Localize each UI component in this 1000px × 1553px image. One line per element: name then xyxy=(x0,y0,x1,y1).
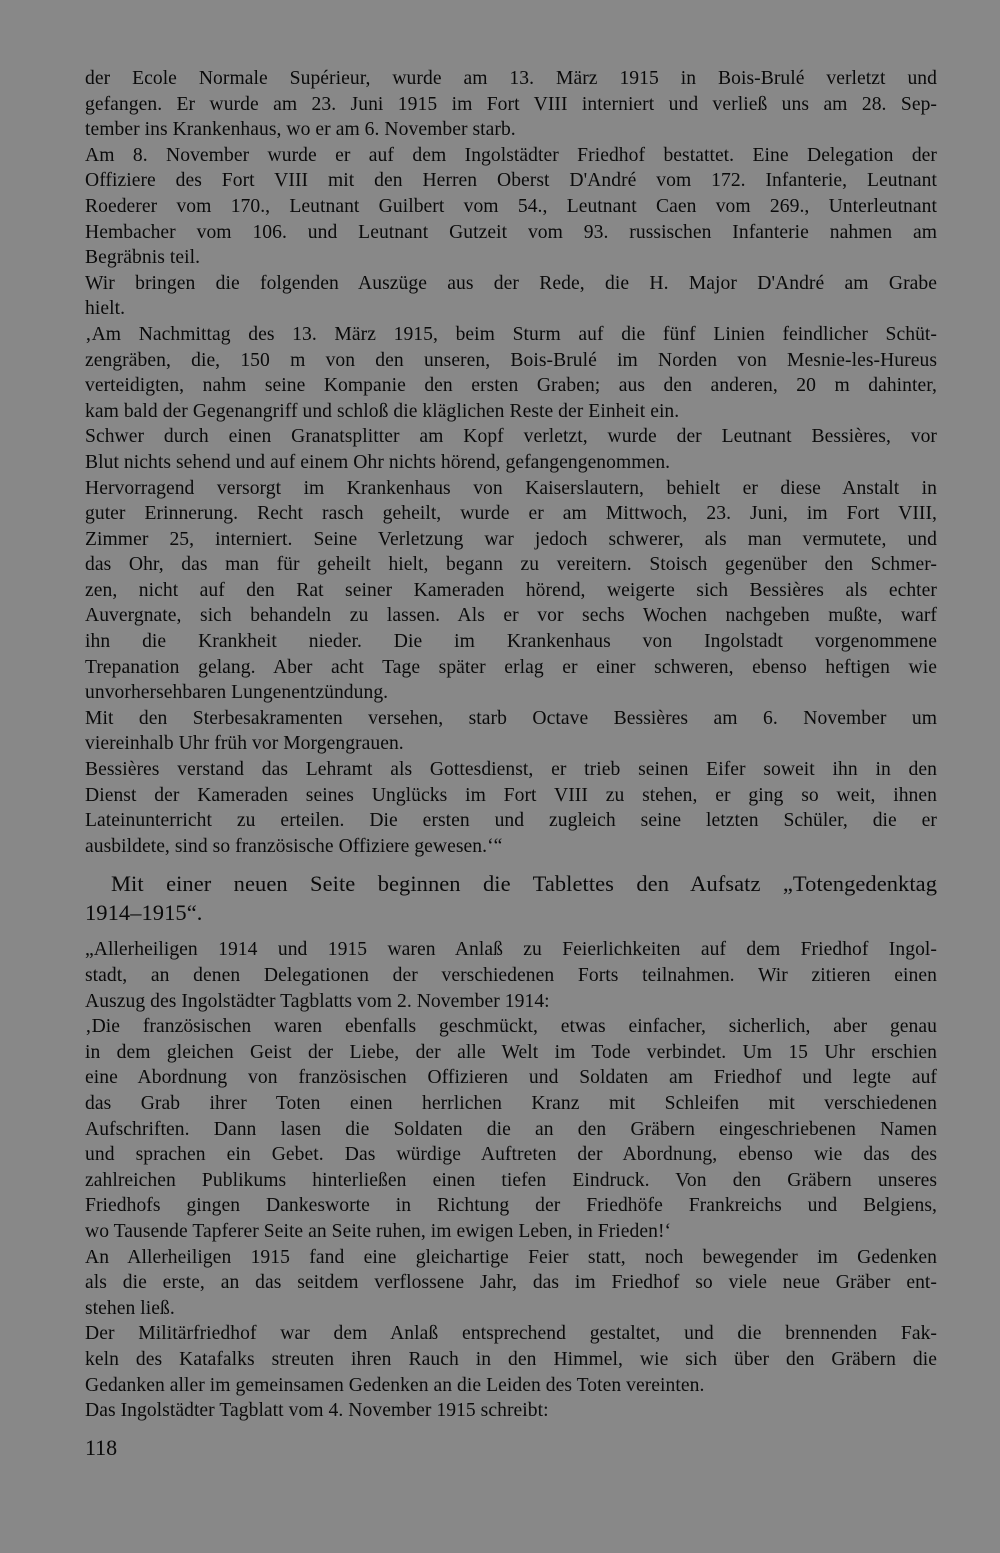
text-line: und sprachen ein Gebet. Das würdige Auftreten der Abordnung, ebenso wie das des xyxy=(85,1144,937,1166)
text-line: Hervorragend versorgt im Krankenhaus von Kaiserslautern, behielt er diese Anstalt in xyxy=(85,477,937,499)
text-line: hielt. xyxy=(85,298,126,320)
text-line: in dem gleichen Geist der Liebe, der alle Welt im Tode verbindet. Um 15 Uhr erschien xyxy=(85,1041,937,1063)
text-line: wo Tausende Tapferer Seite an Seite ruhen, im ewigen Leben, in Frieden!‘ xyxy=(85,1220,672,1242)
text-line: stadt, an denen Delegationen der verschiedenen Forts teilnahmen. Wir zitieren einen xyxy=(85,965,937,986)
text-line: guter Erinnerung. Recht rasch geheilt, wurde er am Mittwoch, 23. Juni, im Fort VIII, xyxy=(85,503,937,525)
text-line: ausbildete, sind so französische Offiziere gewesen.‘“ xyxy=(85,835,503,857)
text-line: Am 8. November wurde er auf dem Ingolstädter Friedhof bestattet. Eine Delegation der xyxy=(85,144,937,166)
text-line: das Grab ihrer Toten einen herrlichen Kranz mit Schleifen mit verschiedenen xyxy=(85,1092,937,1114)
text-line: Begräbnis teil. xyxy=(85,247,201,269)
text-line: ‚Am Nachmittag des 13. März 1915, beim Sturm auf die fünf Linien feindlicher Schüt- xyxy=(85,323,937,345)
text-line: Mit den Sterbesakramenten versehen, starb Octave Bessières am 6. November um xyxy=(85,707,937,729)
text-line: das Ohr, das man für geheilt hielt, begann zu vereitern. Stoisch gegenüber den Schmer- xyxy=(85,554,937,576)
text-line: An Allerheiligen 1915 fand eine gleichartige Feier statt, noch bewegender im Gedenken xyxy=(85,1246,937,1268)
text-block-1 xyxy=(85,66,937,859)
text-line: Friedhofs gingen Dankesworte in Richtung der Friedhöfe Frankreichs und Belgiens, xyxy=(85,1195,937,1217)
heading-line: Mit einer neuen Seite beginnen die Tablettes den Aufsatz „Totengedenktag xyxy=(111,871,937,897)
text-line: Gedanken aller im gemeinsamen Gedenken an die Leiden des Toten vereinten. xyxy=(85,1374,705,1396)
text-line: eine Abordnung von französischen Offizieren und Soldaten am Friedhof und legte auf xyxy=(85,1067,937,1089)
text-line: Aufschriften. Dann lasen die Soldaten die an den Gräbern eingeschriebenen Namen xyxy=(85,1118,937,1140)
text-line: Der Militärfriedhof war dem Anlaß entsprechend gestaltet, und die brennenden Fak- xyxy=(85,1323,937,1345)
text-line: viereinhalb Uhr früh vor Morgengrauen. xyxy=(85,733,404,755)
text-line: kam bald der Gegenangriff und schloß die kläglichen Reste der Einheit ein. xyxy=(85,400,680,422)
text-line: der Ecole Normale Supérieur, wurde am 13. März 1915 in Bois-Brulé verletzt und xyxy=(85,68,937,89)
text-line: Auvergnate, sich behandeln zu lassen. Als er vor sechs Wochen nachgeben mußte, warf xyxy=(85,605,937,627)
text-line: Blut nichts sehend und auf einem Ohr nichts hörend, gefangengenommen. xyxy=(85,451,671,473)
text-line: Zimmer 25, interniert. Seine Verletzung war jedoch schwerer, als man vermutete, und xyxy=(85,528,937,550)
heading-line: 1914–1915“. xyxy=(85,900,203,926)
text-line: ‚Die französischen waren ebenfalls geschmückt, etwas einfacher, sicherlich, aber genau xyxy=(85,1016,937,1038)
text-line: stehen ließ. xyxy=(85,1297,175,1319)
text-line: Hembacher vom 106. und Leutnant Gutzeit vom 93. russischen Infanterie nahmen am xyxy=(85,221,937,243)
text-line: Wir bringen die folgenden Auszüge aus der Rede, die H. Major D'André am Grabe xyxy=(85,272,937,294)
page-number: 118 xyxy=(85,1435,118,1460)
text-line: zengräben, die, 150 m von den unseren, Bois-Brulé im Norden von Mesnie-les-Hureus xyxy=(85,349,937,371)
text-line: Schwer durch einen Granatsplitter am Kopf verletzt, wurde der Leutnant Bessières, vor xyxy=(85,426,937,448)
text-line: Dienst der Kameraden seines Unglücks im Fort VIII zu stehen, er ging so weit, ihnen xyxy=(85,784,937,806)
text-line: Lateinunterricht zu erteilen. Die ersten und zugleich seine letzten Schüler, die er xyxy=(85,810,937,832)
text-line: Das Ingolstädter Tagblatt vom 4. November 1915 schreibt: xyxy=(85,1400,549,1422)
text-line: ihn die Krankheit nieder. Die im Krankenhaus von Ingolstadt vorgenommene xyxy=(85,631,937,653)
page-text xyxy=(85,66,937,1424)
text-line: „Allerheiligen 1914 und 1915 waren Anlaß zu Feierlichkeiten auf dem Friedhof Ingol- xyxy=(85,939,937,961)
text-line: Auszug des Ingolstädter Tagblatts vom 2. November 1914: xyxy=(85,990,550,1012)
text-line: Bessières verstand das Lehramt als Gottesdienst, er trieb seinen Eifer soweit ihn in den xyxy=(85,759,937,781)
text-line: zen, nicht auf den Rat seiner Kameraden hörend, weigerte sich Bessières als echter xyxy=(85,579,937,601)
text-line: tember ins Krankenhaus, wo er am 6. November starb. xyxy=(85,119,516,141)
text-line: Roederer vom 170., Leutnant Guilbert vom 54., Leutnant Caen vom 269., Unterleutnant xyxy=(85,195,937,217)
text-line: verteidigten, nahm seine Kompanie den ersten Graben; aus den anderen, 20 m dahinter, xyxy=(85,375,937,397)
text-line: Trepanation gelang. Aber acht Tage später erlag er einer schweren, ebenso heftigen wie xyxy=(85,656,937,678)
text-line: unvorhersehbaren Lungenentzündung. xyxy=(85,682,389,704)
text-line: zahlreichen Publikums hinterließen einen tiefen Eindruck. Von den Gräbern unseres xyxy=(85,1169,937,1191)
section-heading xyxy=(85,869,937,927)
text-block-2 xyxy=(85,937,937,1423)
text-line: gefangen. Er wurde am 23. Juni 1915 im Fort VIII interniert und verließ uns am 28. Sep- xyxy=(85,93,937,115)
text-line: als die erste, an das seitdem verflossene Jahr, das im Friedhof so viele neue Gräber ent- xyxy=(85,1272,937,1294)
text-line: Offiziere des Fort VIII mit den Herren Oberst D'André vom 172. Infanterie, Leutnant xyxy=(85,170,937,192)
text-line: keln des Katafalks streuten ihren Rauch in den Himmel, wie sich über den Gräbern die xyxy=(85,1348,937,1370)
